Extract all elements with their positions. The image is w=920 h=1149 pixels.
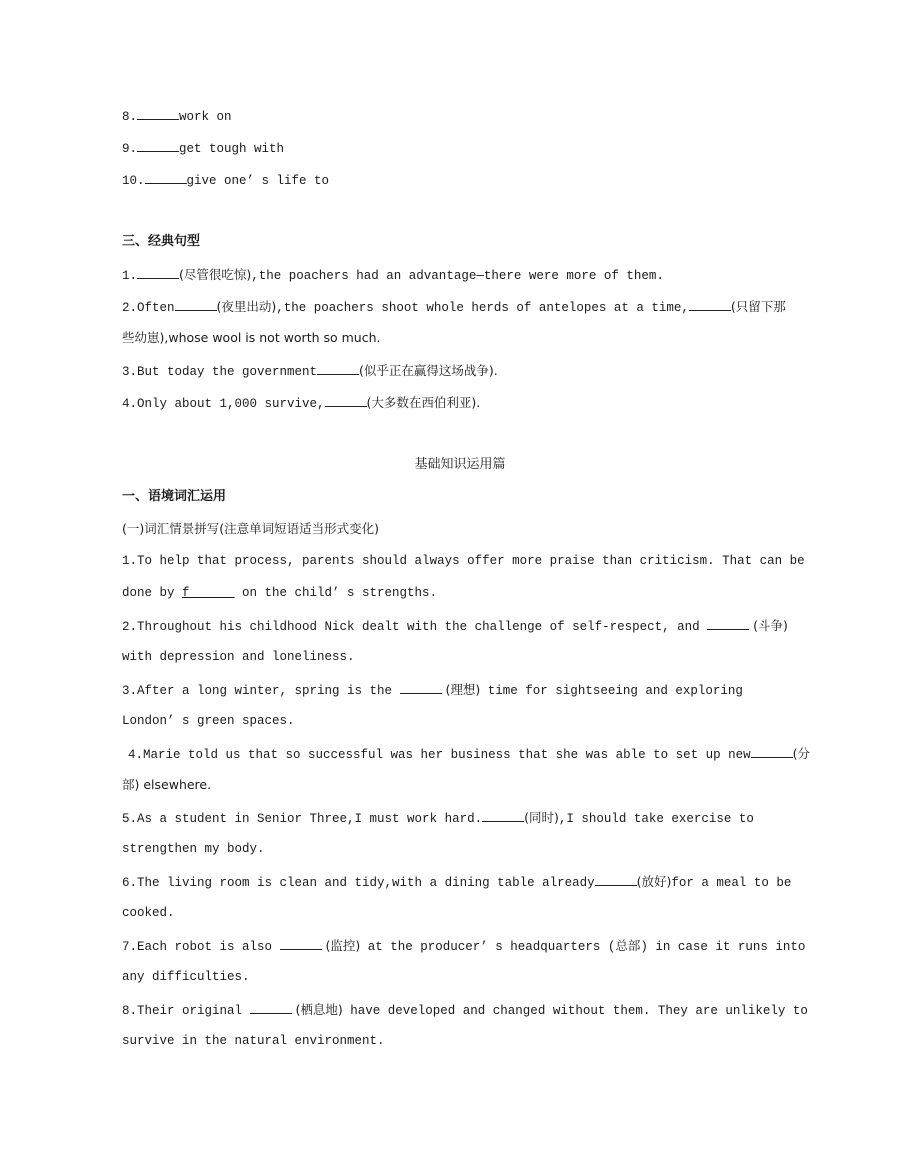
sentence-text: ,the poachers shoot whole herds of antelopes at a time, [276,301,689,315]
sentence-item-1 [122,266,664,284]
chinese-hint: (似乎正在赢得这场战争). [359,363,498,378]
sentence-text: Their original [137,1004,250,1018]
item-number: 10. [122,174,145,188]
item-number: 8. [122,110,138,124]
vocab-item-3-line1 [122,681,743,699]
vocab-item-8-line1 [122,1001,808,1019]
item-number: 3. [122,684,138,698]
item-number: 7. [122,940,138,954]
chinese-hint: (同时) [524,810,559,825]
vocab-item-2-line2 [122,649,355,665]
sentence-item-4 [122,394,480,412]
vocab-item-1-line1 [122,553,805,569]
vocab-item-8-line2 [122,1033,385,1049]
sentence-item-2-line2 [122,330,381,347]
vocab-item-5-line1 [122,809,754,827]
sentence-text: survive in the natural environment. [122,1034,385,1048]
sentence-text: London’ s green spaces. [122,714,295,728]
sentence-text: Throughout his childhood Nick dealt with the challenge of self-respect, and [137,620,708,634]
sentence-text: After a long winter, spring is the [137,684,400,698]
phrase-text: get tough with [179,142,285,156]
answer-blank[interactable] [751,745,793,758]
sentence-text: have developed and changed without them. They are unlikely to [342,1004,808,1018]
part-title: 基础知识运用篇 [414,457,506,472]
sentence-text: 部) elsewhere. [122,777,212,792]
chinese-hint: (栖息地) [291,1002,343,1017]
vocab-item-6-line1 [122,873,791,891]
answer-blank[interactable] [280,937,322,950]
item-number: 5. [122,812,138,826]
chinese-hint: (分 [792,746,811,761]
item-number: 1. [122,269,138,283]
sentence-text: Marie told us that so successful was her business that she was able to set up new [143,748,751,762]
item-number: 4. [122,397,138,411]
vocab-item-3-line2 [122,713,295,729]
vocab-item-1-line2 [122,585,437,601]
answer-blank[interactable] [595,873,637,886]
sentence-text: at the producer’ s headquarters (总部) in case it runs into [360,940,806,954]
chinese-hint: (尽管很吃惊) [179,267,252,282]
sentence-text: cooked. [122,906,175,920]
item-number: 3. [122,365,138,379]
answer-blank[interactable]: f______ [182,586,235,600]
chinese-hint: (夜里出动) [216,299,277,314]
sentence-text: Only about 1,000 survive, [137,397,325,411]
chinese-hint: (放好) [636,874,672,889]
sentence-text: for a meal to be [671,876,792,890]
answer-blank[interactable] [250,1001,292,1014]
section-heading-context-vocabulary: 一、语境词汇运用 [122,489,227,504]
item-number: 2. [122,301,138,315]
vocab-item-2-line1 [122,617,788,635]
sentence-text: done by [122,586,183,600]
answer-blank[interactable] [317,362,359,375]
answer-blank[interactable] [482,809,524,822]
item-number: 9. [122,142,138,156]
item-number: 1. [122,554,138,568]
phrase-item-10 [122,171,329,189]
sentence-text: The living room is clean and tidy,with a dining table already [137,876,595,890]
vocab-item-5-line2 [122,841,265,857]
sentence-text: 些幼崽),whose wool is not worth so much. [122,330,381,345]
chinese-hint: (斗争) [749,618,788,633]
vocab-item-7-line1 [122,937,805,955]
chinese-hint: (只留下那 [730,299,786,314]
sentence-text: with depression and loneliness. [122,650,355,664]
sentence-text: ,I should take exercise to [558,812,754,826]
sentence-item-2-line1 [122,298,786,316]
answer-blank[interactable] [145,171,187,184]
sentence-text: Often [137,301,175,315]
item-number: 8. [122,1004,138,1018]
sentence-text: strengthen my body. [122,842,265,856]
phrase-text: work on [179,110,232,124]
phrase-text: give one’ s life to [186,174,330,188]
item-number: 2. [122,620,138,634]
vocab-item-7-line2 [122,969,250,985]
sentence-text: Each robot is also [137,940,280,954]
answer-blank[interactable] [400,681,442,694]
chinese-hint: (大多数在西伯利亚). [366,395,481,410]
sentence-text: on the child’ s strengths. [234,586,438,600]
sentence-text: To help that process, parents should always offer more praise than criticism. That can be [137,554,805,568]
chinese-hint: (理想) [441,682,481,697]
sentence-text: But today the government [137,365,318,379]
phrase-item-8 [122,107,232,125]
chinese-hint: (监控) [321,938,361,953]
sentence-item-3 [122,362,498,380]
sentence-text: any difficulties. [122,970,250,984]
answer-blank[interactable] [137,139,179,152]
answer-blank[interactable] [137,266,179,279]
answer-blank[interactable] [689,298,731,311]
answer-blank[interactable] [137,107,179,120]
answer-blank[interactable] [175,298,217,311]
vocab-item-6-line2 [122,905,175,921]
item-number: 4. [128,748,144,762]
sentence-text: As a student in Senior Three,I must work hard. [137,812,483,826]
sentence-text: ,the poachers had an advantage—there were more of them. [251,269,664,283]
phrase-item-9 [122,139,284,157]
item-number: 6. [122,876,138,890]
answer-blank[interactable] [707,617,749,630]
vocab-item-4-line2 [122,777,211,794]
answer-blank[interactable] [325,394,367,407]
sentence-text: time for sightseeing and exploring [480,684,743,698]
vocab-item-4-line1 [128,745,810,763]
section-subtitle: (一)词汇情景拼写(注意单词短语适当形式变化) [122,521,380,536]
section-heading-classic-sentences: 三、经典句型 [122,234,201,249]
